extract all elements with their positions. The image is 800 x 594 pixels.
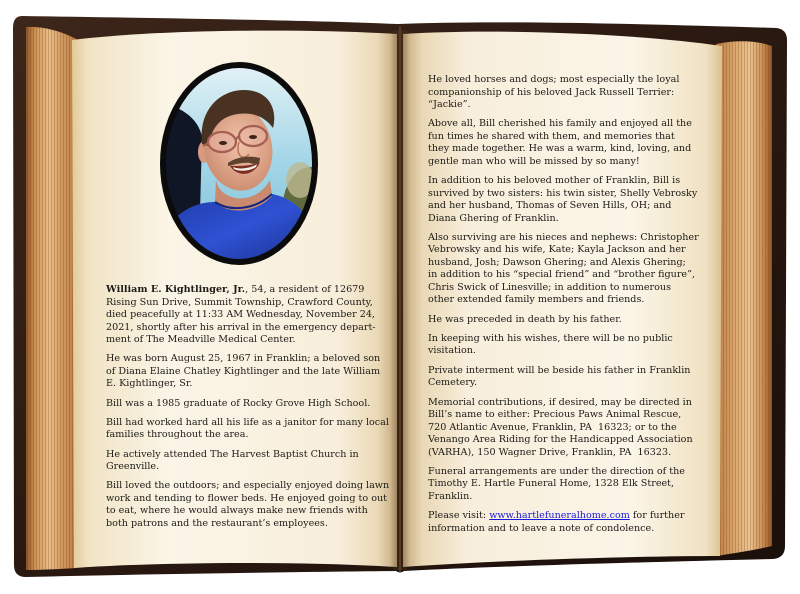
obituary-paragraph (428, 397, 699, 460)
text-line: Diana Ghering of Franklin. (428, 212, 559, 224)
text-line: they made together. He was a warm, kind, loving, and (428, 143, 692, 155)
text-line: “Jackie”. (428, 99, 471, 110)
text-line: and her husband, Thomas of Seven Hills, OH; and (428, 200, 672, 212)
text-line: work and tending to flower beds. He enjoyed going to out (106, 492, 388, 504)
obituary-paragraph (106, 353, 389, 391)
text-line: gentle man who will be missed by so many! (428, 155, 640, 167)
text-line (106, 284, 389, 297)
right-page-text (428, 74, 699, 542)
text-line: In keeping with his wishes, there will be no public (428, 332, 673, 344)
text-line: in addition to his “special friend” and “brother figure”, (428, 269, 696, 281)
obituary-intro-paragraph (106, 284, 389, 347)
text-line: husband, Josh; Dawson Ghering; and Alexis Ghering; (428, 256, 686, 268)
text-line: companionship of his beloved Jack Russell Terrier: (428, 86, 675, 98)
text-line: both patrons and the restaurant’s employees. (106, 517, 328, 529)
text-line: visitation. (428, 345, 476, 357)
obituary-paragraph (106, 449, 389, 474)
text-line: Private interment will be beside his father in Franklin (428, 364, 691, 376)
left-page-text (106, 284, 389, 537)
text-line: Bill loved the outdoors; and especially enjoyed doing lawn (106, 480, 390, 492)
text-line: to eat, where he would always make new friends with (106, 505, 368, 517)
obituary-paragraph (428, 118, 699, 168)
text-line: Timothy E. Hartle Funeral Home, 1328 Elk Street, (428, 478, 675, 490)
text-line: 2021, shortly after his arrival in the emergency depart- (106, 321, 376, 333)
text-line: fun times he shared with them, and memories that (428, 130, 675, 142)
intro-text: , 54, a resident of 12679 (245, 284, 365, 295)
text-line: Bill had worked hard all his life as a janitor for many local (106, 416, 389, 428)
text-line: Above all, Bill cherished his family and enjoyed all the (428, 118, 692, 130)
left-page-edges (26, 27, 78, 570)
obituary-paragraph (428, 175, 699, 225)
obituary-paragraph (428, 365, 699, 390)
text-line: He loved horses and dogs; most especially the loyal (428, 74, 680, 85)
obituary-paragraph (428, 333, 699, 358)
text-line: Bill’s name to either: Precious Paws Animal Rescue, (428, 409, 682, 421)
text-line: families throughout the area. (106, 429, 249, 441)
text-line: He actively attended The Harvest Baptist Church in (106, 448, 359, 460)
deceased-name: William E. Kightlinger, Jr. (106, 284, 246, 295)
text-line: Funeral arrangements are under the direction of the (428, 465, 685, 477)
text-line: Also surviving are his nieces and nephews: Christopher (428, 231, 699, 243)
right-page-edges (716, 41, 772, 556)
portrait-photo (160, 62, 318, 265)
text-line: information and to leave a note of condolence. (428, 522, 655, 534)
obituary-paragraph (428, 74, 699, 112)
text-line: Rising Sun Drive, Summit Township, Crawford County, (106, 296, 373, 308)
obituary-paragraph (428, 314, 699, 327)
text-line: In addition to his beloved mother of Franklin, Bill is (428, 175, 681, 187)
text-line: 720 Atlantic Avenue, Franklin, PA 16323; or to the (428, 421, 677, 433)
visit-suffix: for further (629, 510, 685, 522)
text-line: Chris Swick of Linesville; in addition to numerous (428, 281, 671, 293)
text-line: (VARHA), 150 Wagner Drive, Franklin, PA 16323. (428, 446, 672, 458)
text-line: E. Kightlinger, Sr. (106, 378, 193, 390)
obituary-paragraph (106, 480, 389, 530)
text-line: Memorial contributions, if desired, may be directed in (428, 396, 692, 408)
text-line: Greenville. (106, 461, 160, 473)
text-line: ment of The Meadville Medical Center. (106, 334, 296, 345)
text-line: He was preceded in death by his father. (428, 313, 622, 325)
text-line: Franklin. (428, 490, 473, 502)
text-line: other extended family members and friends. (428, 294, 645, 306)
text-line: died peacefully at 11:33 AM Wednesday, November 24, (106, 309, 375, 320)
visit-paragraph (428, 510, 699, 535)
text-line: He was born August 25, 1967 in Franklin; a beloved son (106, 353, 381, 365)
obituary-paragraph (106, 417, 389, 442)
text-line (428, 510, 699, 523)
text-line: survived by two sisters: his twin sister, Shelly Vebrosky (428, 187, 698, 199)
text-line: Vebrowsky and his wife, Kate; Kayla Jackson and her (428, 244, 686, 256)
book-spine (390, 26, 410, 572)
obituary-paragraph (428, 466, 699, 504)
obituary-paragraph (106, 398, 389, 411)
text-line: Cemetery. (428, 377, 478, 389)
text-line: Venango Area Riding for the Handicapped Association (428, 434, 693, 446)
obituary-paragraph (428, 232, 699, 307)
text-line: Bill was a 1985 graduate of Rocky Grove High School. (106, 397, 371, 409)
visit-prefix: Please visit: (428, 510, 490, 522)
funeral-home-website-link[interactable]: www.hartlefuneralhome.com (489, 510, 630, 522)
text-line: of Diana Elaine Chatley Kightlinger and the late William (106, 365, 381, 377)
